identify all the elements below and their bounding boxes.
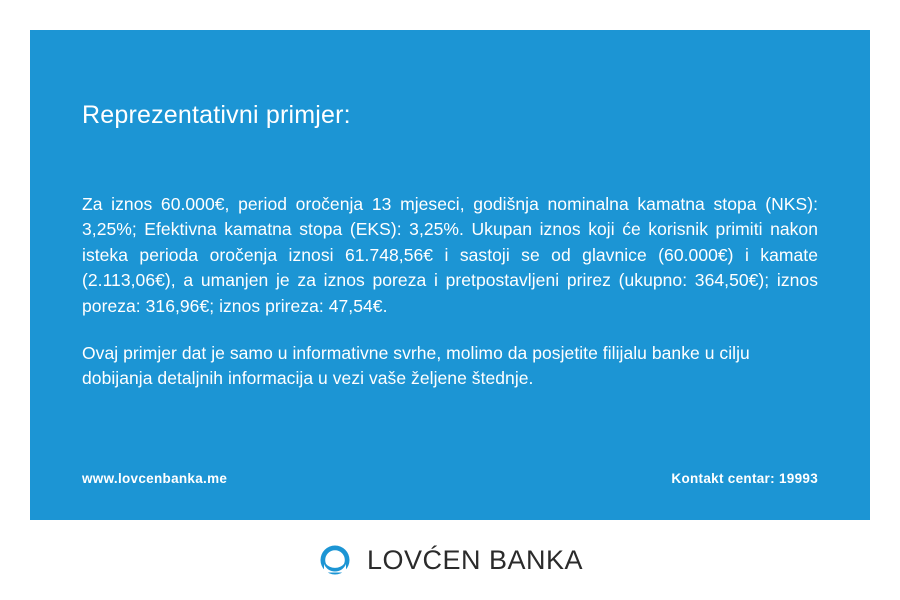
- card-footer: [82, 471, 818, 486]
- representative-example-card: [30, 30, 870, 520]
- contact-center-text: Kontakt centar: 19993: [671, 471, 818, 486]
- website-link[interactable]: www.lovcenbanka.me: [82, 471, 228, 486]
- lovcen-banka-circle-icon: [317, 542, 353, 578]
- disclaimer-paragraph: Ovaj primjer dat je samo u informativne svrhe, molimo da posjetite filijalu banke u cilju dobijanja detaljnih informacija u vezi vaše željene štednje.: [82, 342, 750, 389]
- page-title: Reprezentativni primjer:: [82, 101, 351, 129]
- brand-logo: [317, 542, 583, 578]
- body-text-block: [82, 192, 818, 392]
- brand-name-text: LOVĆEN BANKA: [366, 544, 584, 575]
- example-details-paragraph: Za iznos 60.000€, period oročenja 13 mjeseci, godišnja nominalna kamatna stopa (NKS): 3,25%; Efektivna kamatna stopa (EKS): 3,25%. Ukupan iznos koji će korisnik primiti nakon isteka perioda oročenja iznosi 61.748,56€ i sastoji se od glavnice (60.000€) i kamate (2.113,06€), a umanjen je za iznos poreza i pretpostavljeni prirez (ukupno: 364,50€); iznos poreza: 316,96€; iznos prireza: 47,54€.: [82, 194, 818, 316]
- brand-logo-area: [0, 520, 900, 600]
